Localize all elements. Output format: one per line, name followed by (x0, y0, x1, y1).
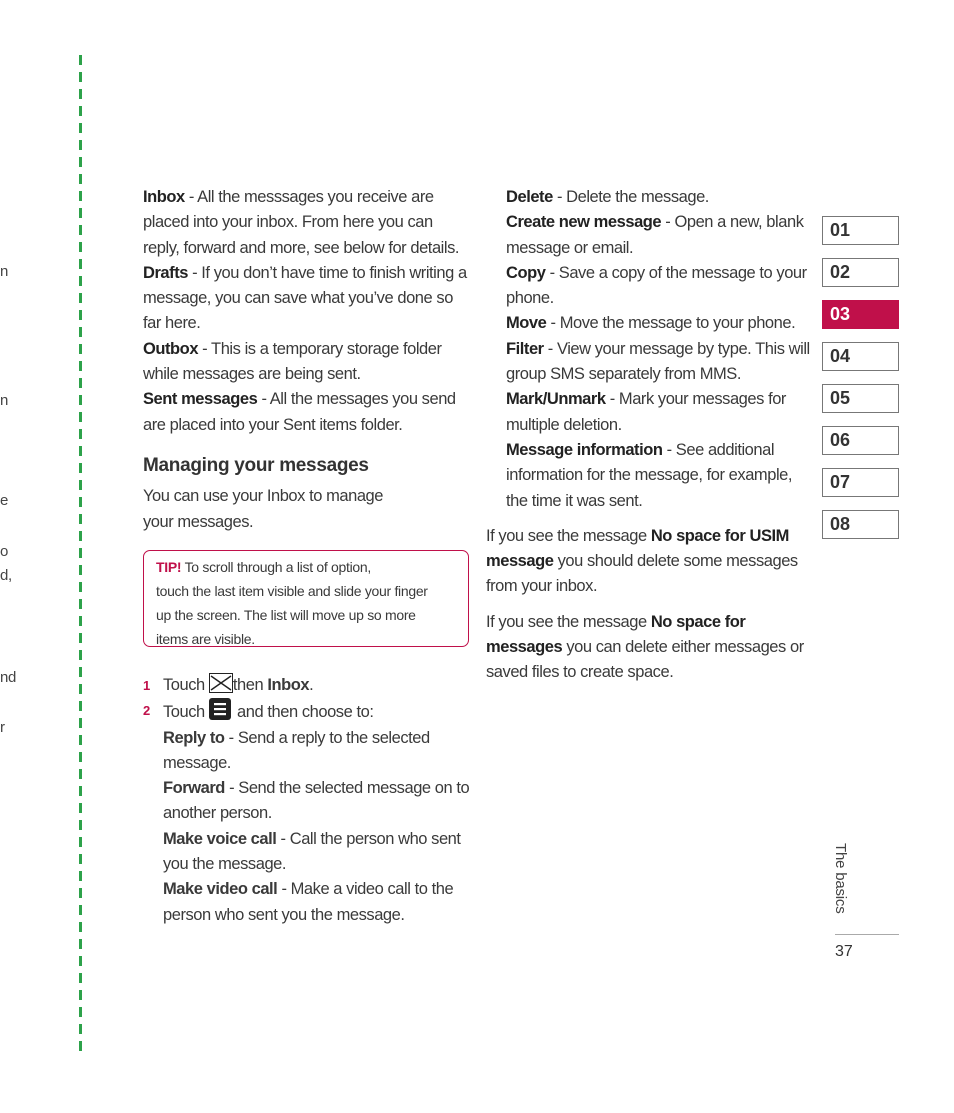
forward-option: Forward - Send the selected message on to another person. (163, 779, 470, 823)
binding-dashed-line (79, 55, 82, 1058)
voice-call-option: Make voice call - Call the person who sent you the message. (163, 829, 461, 874)
tip-text: items are visible. (156, 631, 255, 647)
margin-fragment: n (0, 263, 9, 280)
tip-text: up the screen. The list will move up so more (156, 607, 416, 623)
move-option: Move - Move the message to your phone. (506, 314, 796, 333)
section-heading: Managing your messages (143, 454, 369, 476)
info-option: Message information - See additional information for the message, for example, the time it was sent. (506, 440, 793, 510)
inbox-description: Inbox - All the messsages you receive are placed into your inbox. From here you can reply, forward and more, see below for details. (143, 188, 460, 257)
mark-option: Mark/Unmark - Mark your messages for multiple deletion. (506, 390, 786, 434)
menu-icon (209, 698, 233, 718)
chapter-tab-07[interactable]: 07 (822, 468, 899, 497)
steps-list (143, 673, 473, 928)
step-number: 1 (143, 678, 150, 693)
step-2: 2 Touch and then choose to: Reply to - Send a reply to the selected message. Forward - Send the selected message on to another person. Make voice call - Call the person who sent you the message. Make video call - Make a video call to the person who sent you the message. (143, 698, 473, 928)
page-number: 37 (835, 943, 853, 960)
drafts-description: Drafts - If you don’t have time to finish writing a message, you can save what you’ve done so far here. (143, 263, 467, 333)
sent-description: Sent messages - All the messages you send are placed into your Sent items folder. (143, 390, 456, 434)
step-number: 2 (143, 703, 150, 719)
tip-label: TIP! (156, 559, 182, 575)
tip-text: touch the last item visible and slide your finger (156, 583, 428, 599)
section-label: The basics (832, 843, 849, 914)
left-column (143, 185, 473, 535)
tip-box (143, 550, 469, 647)
footer-divider (835, 934, 899, 935)
tip-text: To scroll through a list of option, (181, 559, 371, 575)
filter-option: Filter - View your message by type. This will group SMS separately from MMS. (506, 339, 810, 384)
reply-option: Reply to - Send a reply to the selected message. (163, 728, 430, 772)
message-envelope-icon (209, 673, 233, 693)
margin-fragment: o (0, 543, 9, 560)
chapter-tab-02[interactable]: 02 (822, 258, 899, 287)
margin-fragment: r (0, 719, 5, 736)
usim-note: If you see the message No space for USIM message you should delete some messages from your inbox. (486, 526, 798, 596)
delete-option: Delete - Delete the message. (506, 188, 709, 206)
chapter-tab-06[interactable]: 06 (822, 426, 899, 455)
create-option: Create new message - Open a new, blank message or email. (506, 213, 804, 257)
chapter-tabs (822, 216, 899, 552)
step-1: 1 Touch then Inbox. (143, 673, 473, 698)
chapter-tab-01[interactable]: 01 (822, 216, 899, 245)
margin-fragment: nd (0, 669, 17, 686)
outbox-description: Outbox - This is a temporary storage folder while messages are being sent. (143, 339, 442, 384)
intro-text: You can use your Inbox to manage your messages. (143, 487, 384, 531)
chapter-tab-03[interactable]: 03 (822, 300, 899, 329)
right-column (486, 185, 816, 686)
copy-option: Copy - Save a copy of the message to your phone. (506, 263, 807, 308)
chapter-tab-05[interactable]: 05 (822, 384, 899, 413)
chapter-tab-04[interactable]: 04 (822, 342, 899, 371)
margin-fragment: d, (0, 567, 12, 584)
video-call-option: Make video call - Make a video call to the person who sent you the message. (163, 880, 454, 924)
margin-fragment: e (0, 492, 9, 509)
space-note: If you see the message No space for messages you can delete either messages or saved files to create space. (486, 612, 804, 682)
margin-fragment: n (0, 392, 9, 409)
chapter-tab-08[interactable]: 08 (822, 510, 899, 539)
